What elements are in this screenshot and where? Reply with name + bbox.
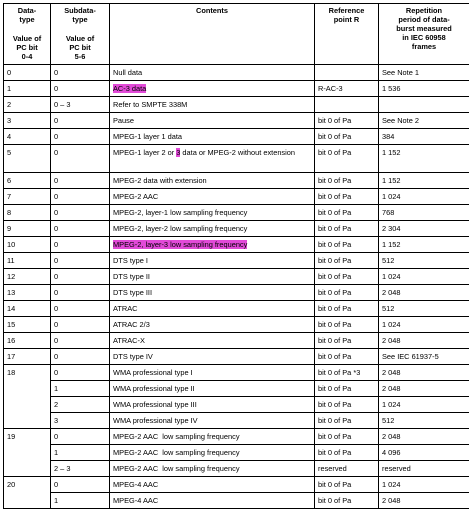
contents-cell: MPEG-2 AAC low sampling frequency	[110, 445, 315, 461]
repetition-cell: 384	[379, 129, 470, 145]
reference-cell: bit 0 of Pa	[315, 317, 379, 333]
reference-cell: bit 0 of Pa	[315, 237, 379, 253]
reference-cell: bit 0 of Pa	[315, 205, 379, 221]
contents-cell: Refer to SMPTE 338M	[110, 97, 315, 113]
datatype-cell: 20	[4, 477, 51, 509]
table-row	[4, 461, 470, 477]
datatype-cell: 3	[4, 113, 51, 129]
table-row	[4, 413, 470, 429]
contents-cell: MPEG-2 data with extension	[110, 173, 315, 189]
subdatatype-cell: 0	[51, 189, 110, 205]
header-datatype: Data- type Value of PC bit 0-4	[4, 4, 51, 65]
datatype-cell: 15	[4, 317, 51, 333]
repetition-cell: 1 536	[379, 81, 470, 97]
table-row	[4, 173, 470, 189]
datatype-cell: 8	[4, 205, 51, 221]
contents-cell	[110, 237, 315, 253]
table-row	[4, 301, 470, 317]
table-row	[4, 113, 470, 129]
reference-cell: bit 0 of Pa	[315, 221, 379, 237]
datatype-cell: 4	[4, 129, 51, 145]
reference-cell: bit 0 of Pa	[315, 145, 379, 173]
contents-cell: MPEG-4 AAC	[110, 493, 315, 509]
repetition-cell: See IEC 61937-5	[379, 349, 470, 365]
header-subdatatype: Subdata- type Value of PC bit 5-6	[51, 4, 110, 65]
table-row	[4, 97, 470, 113]
table-row	[4, 237, 470, 253]
reference-cell: bit 0 of Pa	[315, 333, 379, 349]
contents-cell: ATRAC-X	[110, 333, 315, 349]
contents-cell	[110, 81, 315, 97]
datatype-cell: 14	[4, 301, 51, 317]
subdatatype-cell: 2	[51, 397, 110, 413]
reference-cell: bit 0 of Pa	[315, 445, 379, 461]
repetition-cell: 1 024	[379, 317, 470, 333]
repetition-cell: 1 152	[379, 237, 470, 253]
subdatatype-cell: 0	[51, 145, 110, 173]
repetition-cell: 512	[379, 301, 470, 317]
reference-cell: bit 0 of Pa	[315, 285, 379, 301]
repetition-cell	[379, 97, 470, 113]
datatype-cell: 18	[4, 365, 51, 429]
reference-cell: bit 0 of Pa *3	[315, 365, 379, 381]
highlighted-text: AC-3 data	[113, 84, 147, 93]
table-row	[4, 365, 470, 381]
header-contents: Contents	[110, 4, 315, 65]
reference-cell: bit 0 of Pa	[315, 381, 379, 397]
datatype-cell: 0	[4, 65, 51, 81]
table-row	[4, 189, 470, 205]
data-type-table	[3, 3, 469, 509]
reference-cell: bit 0 of Pa	[315, 349, 379, 365]
repetition-cell: 2 048	[379, 333, 470, 349]
repetition-cell: 4 096	[379, 445, 470, 461]
repetition-cell: 2 048	[379, 381, 470, 397]
subdatatype-cell: 0	[51, 365, 110, 381]
repetition-cell: 768	[379, 205, 470, 221]
reference-cell: bit 0 of Pa	[315, 173, 379, 189]
reference-cell: R-AC-3	[315, 81, 379, 97]
subdatatype-cell: 0	[51, 285, 110, 301]
subdatatype-cell: 0 – 3	[51, 97, 110, 113]
datatype-cell: 12	[4, 269, 51, 285]
repetition-cell: 1 024	[379, 477, 470, 493]
reference-cell: bit 0 of Pa	[315, 113, 379, 129]
contents-cell: ATRAC 2/3	[110, 317, 315, 333]
reference-cell: bit 0 of Pa	[315, 189, 379, 205]
contents-cell: MPEG-2 AAC	[110, 189, 315, 205]
table-row	[4, 317, 470, 333]
contents-cell: Pause	[110, 113, 315, 129]
subdatatype-cell: 1	[51, 445, 110, 461]
datatype-cell: 2	[4, 97, 51, 113]
repetition-cell: 1 024	[379, 269, 470, 285]
table-row	[4, 269, 470, 285]
contents-cell: MPEG-2, layer-2 low sampling frequency	[110, 221, 315, 237]
subdatatype-cell: 0	[51, 237, 110, 253]
subdatatype-cell: 1	[51, 493, 110, 509]
repetition-cell: 1 024	[379, 397, 470, 413]
datatype-cell: 5	[4, 145, 51, 173]
datatype-cell: 7	[4, 189, 51, 205]
contents-cell: ATRAC	[110, 301, 315, 317]
contents-cell: WMA professional type II	[110, 381, 315, 397]
repetition-cell: reserved	[379, 461, 470, 477]
table-row	[4, 333, 470, 349]
datatype-cell: 11	[4, 253, 51, 269]
subdatatype-cell: 0	[51, 65, 110, 81]
repetition-cell: 2 048	[379, 365, 470, 381]
contents-cell: MPEG-4 AAC	[110, 477, 315, 493]
datatype-cell: 10	[4, 237, 51, 253]
repetition-cell: See Note 1	[379, 65, 470, 81]
reference-cell: reserved	[315, 461, 379, 477]
table-row	[4, 81, 470, 97]
table-row	[4, 253, 470, 269]
header-reference: Reference point R	[315, 4, 379, 65]
reference-cell: bit 0 of Pa	[315, 253, 379, 269]
reference-cell: bit 0 of Pa	[315, 397, 379, 413]
highlighted-text: MPEG-2, layer-3 low sampling frequency	[113, 240, 248, 249]
repetition-cell: 512	[379, 253, 470, 269]
table-row	[4, 221, 470, 237]
table-row	[4, 349, 470, 365]
table-row	[4, 445, 470, 461]
datatype-cell: 19	[4, 429, 51, 477]
datatype-cell: 1	[4, 81, 51, 97]
table-row	[4, 429, 470, 445]
datatype-cell: 16	[4, 333, 51, 349]
contents-cell: DTS type III	[110, 285, 315, 301]
subdatatype-cell: 0	[51, 477, 110, 493]
subdatatype-cell: 2 – 3	[51, 461, 110, 477]
reference-cell: bit 0 of Pa	[315, 429, 379, 445]
contents-cell: MPEG-2, layer-1 low sampling frequency	[110, 205, 315, 221]
header-repetition: Repetition period of data- burst measured in IEC 60958 frames	[379, 4, 470, 65]
contents-cell: WMA professional type III	[110, 397, 315, 413]
table-row	[4, 397, 470, 413]
repetition-cell: See Note 2	[379, 113, 470, 129]
repetition-cell: 2 048	[379, 493, 470, 509]
contents-cell: DTS type IV	[110, 349, 315, 365]
subdatatype-cell: 0	[51, 253, 110, 269]
contents-cell: Null data	[110, 65, 315, 81]
repetition-cell: 2 048	[379, 429, 470, 445]
contents-cell: MPEG-1 layer 1 data	[110, 129, 315, 145]
table-row	[4, 129, 470, 145]
repetition-cell: 1 152	[379, 145, 470, 173]
highlighted-text: 3	[176, 148, 181, 157]
subdatatype-cell: 0	[51, 333, 110, 349]
subdatatype-cell: 0	[51, 349, 110, 365]
subdatatype-cell: 0	[51, 205, 110, 221]
subdatatype-cell: 3	[51, 413, 110, 429]
subdatatype-cell: 1	[51, 381, 110, 397]
contents-cell: MPEG-1 layer 2 or 3 data or MPEG-2 without extension	[110, 145, 315, 173]
reference-cell	[315, 65, 379, 81]
table-row	[4, 493, 470, 509]
datatype-cell: 6	[4, 173, 51, 189]
contents-cell: DTS type II	[110, 269, 315, 285]
subdatatype-cell: 0	[51, 221, 110, 237]
reference-cell: bit 0 of Pa	[315, 477, 379, 493]
reference-cell: bit 0 of Pa	[315, 269, 379, 285]
subdatatype-cell: 0	[51, 113, 110, 129]
repetition-cell: 2 048	[379, 285, 470, 301]
header-row	[4, 4, 470, 65]
subdatatype-cell: 0	[51, 429, 110, 445]
datatype-cell: 9	[4, 221, 51, 237]
table-row	[4, 205, 470, 221]
subdatatype-cell: 0	[51, 301, 110, 317]
subdatatype-cell: 0	[51, 317, 110, 333]
subdatatype-cell: 0	[51, 173, 110, 189]
contents-cell: DTS type I	[110, 253, 315, 269]
table-row	[4, 285, 470, 301]
contents-cell: WMA professional type IV	[110, 413, 315, 429]
subdatatype-cell: 0	[51, 269, 110, 285]
datatype-cell: 17	[4, 349, 51, 365]
repetition-cell: 1 024	[379, 189, 470, 205]
contents-cell: MPEG-2 AAC low sampling frequency	[110, 461, 315, 477]
datatype-cell: 13	[4, 285, 51, 301]
contents-cell: MPEG-2 AAC low sampling frequency	[110, 429, 315, 445]
reference-cell	[315, 97, 379, 113]
table-row	[4, 65, 470, 81]
contents-cell: WMA professional type I	[110, 365, 315, 381]
spec-table-container	[3, 3, 469, 513]
table-row	[4, 477, 470, 493]
reference-cell: bit 0 of Pa	[315, 493, 379, 509]
subdatatype-cell: 0	[51, 129, 110, 145]
repetition-cell: 1 152	[379, 173, 470, 189]
table-row	[4, 381, 470, 397]
reference-cell: bit 0 of Pa	[315, 413, 379, 429]
reference-cell: bit 0 of Pa	[315, 129, 379, 145]
subdatatype-cell: 0	[51, 81, 110, 97]
repetition-cell: 2 304	[379, 221, 470, 237]
repetition-cell: 512	[379, 413, 470, 429]
reference-cell: bit 0 of Pa	[315, 301, 379, 317]
table-row	[4, 145, 470, 173]
